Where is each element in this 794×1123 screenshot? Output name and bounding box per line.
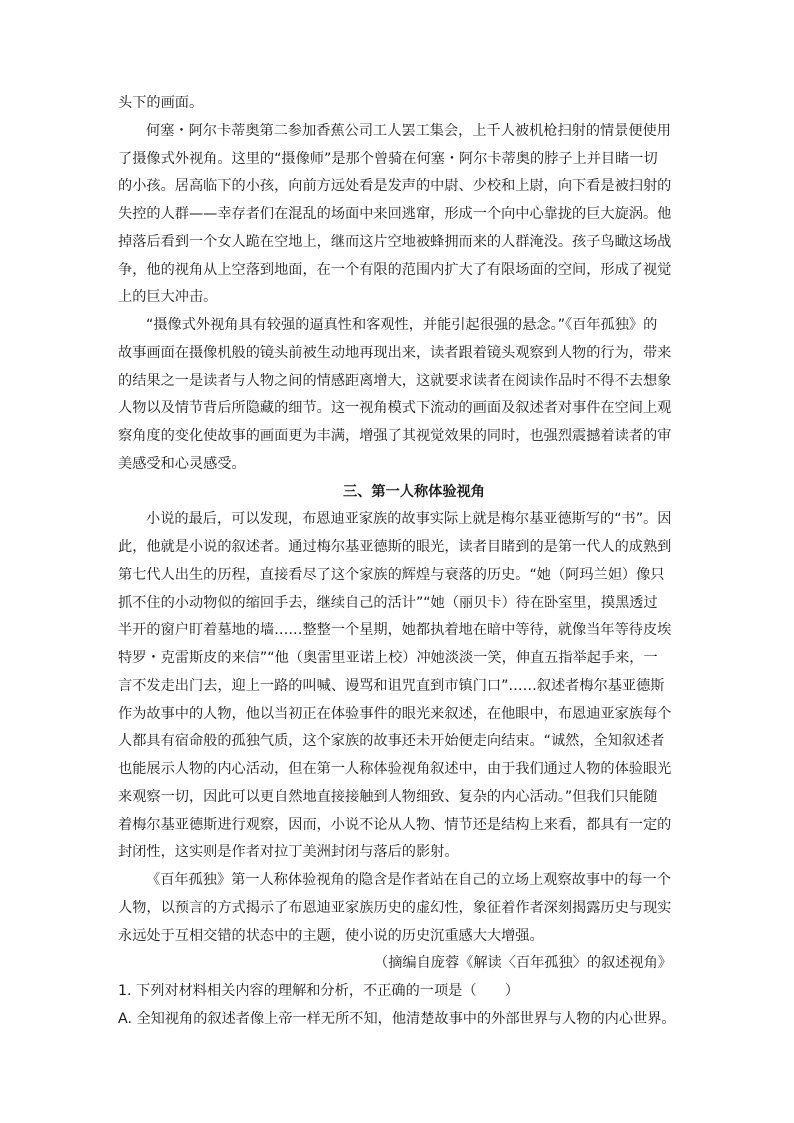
text-line: 抓不住的小动物似的缩回手去，继续自己的活计”“她（丽贝卡）待在卧室里，摸黑透过 [118,595,658,611]
text-line: 美感受和心灵感受。 [118,456,246,472]
text-line: 作为故事中的人物，他以当初正在体验事件的眼光来叙述，在他眼中，布恩迪亚家族每个 [118,706,672,722]
text-line: 掉落后看到一个女人跪在空地上，继而这片空地被蜂拥而来的人群淹没。孩子鸟瞰这场战 [118,234,672,250]
text-line: 了摄像式外视角。这里的“摄像师”是那个曾骑在何塞・阿尔卡蒂奥的脖子上并目睹一切 [118,151,658,167]
section-heading: 三、第一人称体验视角 [343,484,485,500]
text-line: 失控的人群——幸存者们在混乱的场面中来回逃窜，形成一个向中心靠拢的巨大旋涡。他 [118,206,672,222]
text-line: 小说的最后，可以发现，布恩迪亚家族的故事实际上就是梅尔基亚德斯写的“书”。因 [146,511,672,527]
text-line: 特罗・克雷斯皮的来信”“他（奥雷里亚诺上校）冲她淡淡一笑，伸直五指举起手来，一 [118,650,658,666]
text-line: 上的巨大冲击。 [118,289,218,305]
text-line: 封闭性，这实则是作者对拉丁美洲封闭与落后的影射。 [118,844,459,860]
text-line: 的结果之一是读者与人物之间的情感距离增大，这就要求读者在阅读作品时不得不去想象 [118,373,672,389]
text-line: 人都具有宿命般的孤独气质，这个家族的故事还未开始便走向结束。“诚然，全知叙述者 [118,733,665,749]
source-citation: （摘编自庞蓉《解读〈百年孤独〉的叙述视角》 [374,955,672,971]
text-line: 来观察一切，因此可以更自然地直接接触到人物细致、复杂的内心活动。”但我们只能随 [118,789,658,805]
text-line: 此，他就是小说的叙述者。通过梅尔基亚德斯的眼光，读者目睹到的是第一代人的成熟到 [118,539,672,555]
text-line: 人物以及情节背后所隐藏的细节。这一视角模式下流动的画面及叙述者对事件在空间上观 [118,400,672,416]
text-line: 言不发走出门去，迎上一路的叫喊、谩骂和诅咒直到市镇门口”……叙述者梅尔基亚德斯 [118,678,665,694]
text-line: 着梅尔基亚德斯进行观察，因而，小说不论从人物、情节还是结构上来看，都具有一定的 [118,817,672,833]
text-line: 何塞・阿尔卡蒂奥第二参加香蕉公司工人罢工集会，上千人被机枪扫射的情景便使用 [146,123,671,139]
text-line: 人物，以预言的方式揭示了布恩迪亚家族历史的虚幻性，象征着作者深刻揭露历史与现实 [118,900,672,916]
text-line: 第七代人出生的历程，直接看尽了这个家族的辉煌与衰落的历史。“她（阿玛兰妲）像只 [118,567,665,583]
question-stem: 1. 下列对材料相关内容的理解和分析，不正确的一项是（ ） [118,983,520,999]
text-line: 《百年孤独》第一人称体验视角的隐含是作者站在自己的立场上观察故事中的每一个 [146,872,671,888]
text-line: 半开的窗户盯着墓地的墙……整整一个星期，她都执着地在暗中等待，就像当年等待皮埃 [118,622,672,638]
text-line: 永远处于互相交错的状态中的主题，使小说的历史沉重感大大增强。 [118,928,544,944]
text-line: “摄像式外视角具有较强的逼真性和客观性，并能引起很强的悬念。”《百年孤独》的 [146,317,658,333]
text-line: 头下的画面。 [118,95,204,111]
answer-option-a: A. 全知视角的叙述者像上帝一样无所不知，他清楚故事中的外部世界与人物的内心世界。 [118,1011,676,1027]
text-line: 察角度的变化使故事的画面更为丰满，增强了其视觉效果的同时，也强烈震撼着读者的审 [118,428,672,444]
text-line: 故事画面在摄像机般的镜头前被生动地再现出来，读者跟着镜头观察到人物的行为，带来 [118,345,672,361]
text-line: 也能展示人物的内心活动，但在第一人称体验视角叙述中，由于我们通过人物的体验眼光 [118,761,672,777]
text-line: 的小孩。居高临下的小孩，向前方远处看是发声的中尉、少校和上尉，向下看是被扫射的 [118,178,672,194]
text-line: 争，他的视角从上空落到地面，在一个有限的范围内扩大了有限场面的空间，形成了视觉 [118,262,672,278]
